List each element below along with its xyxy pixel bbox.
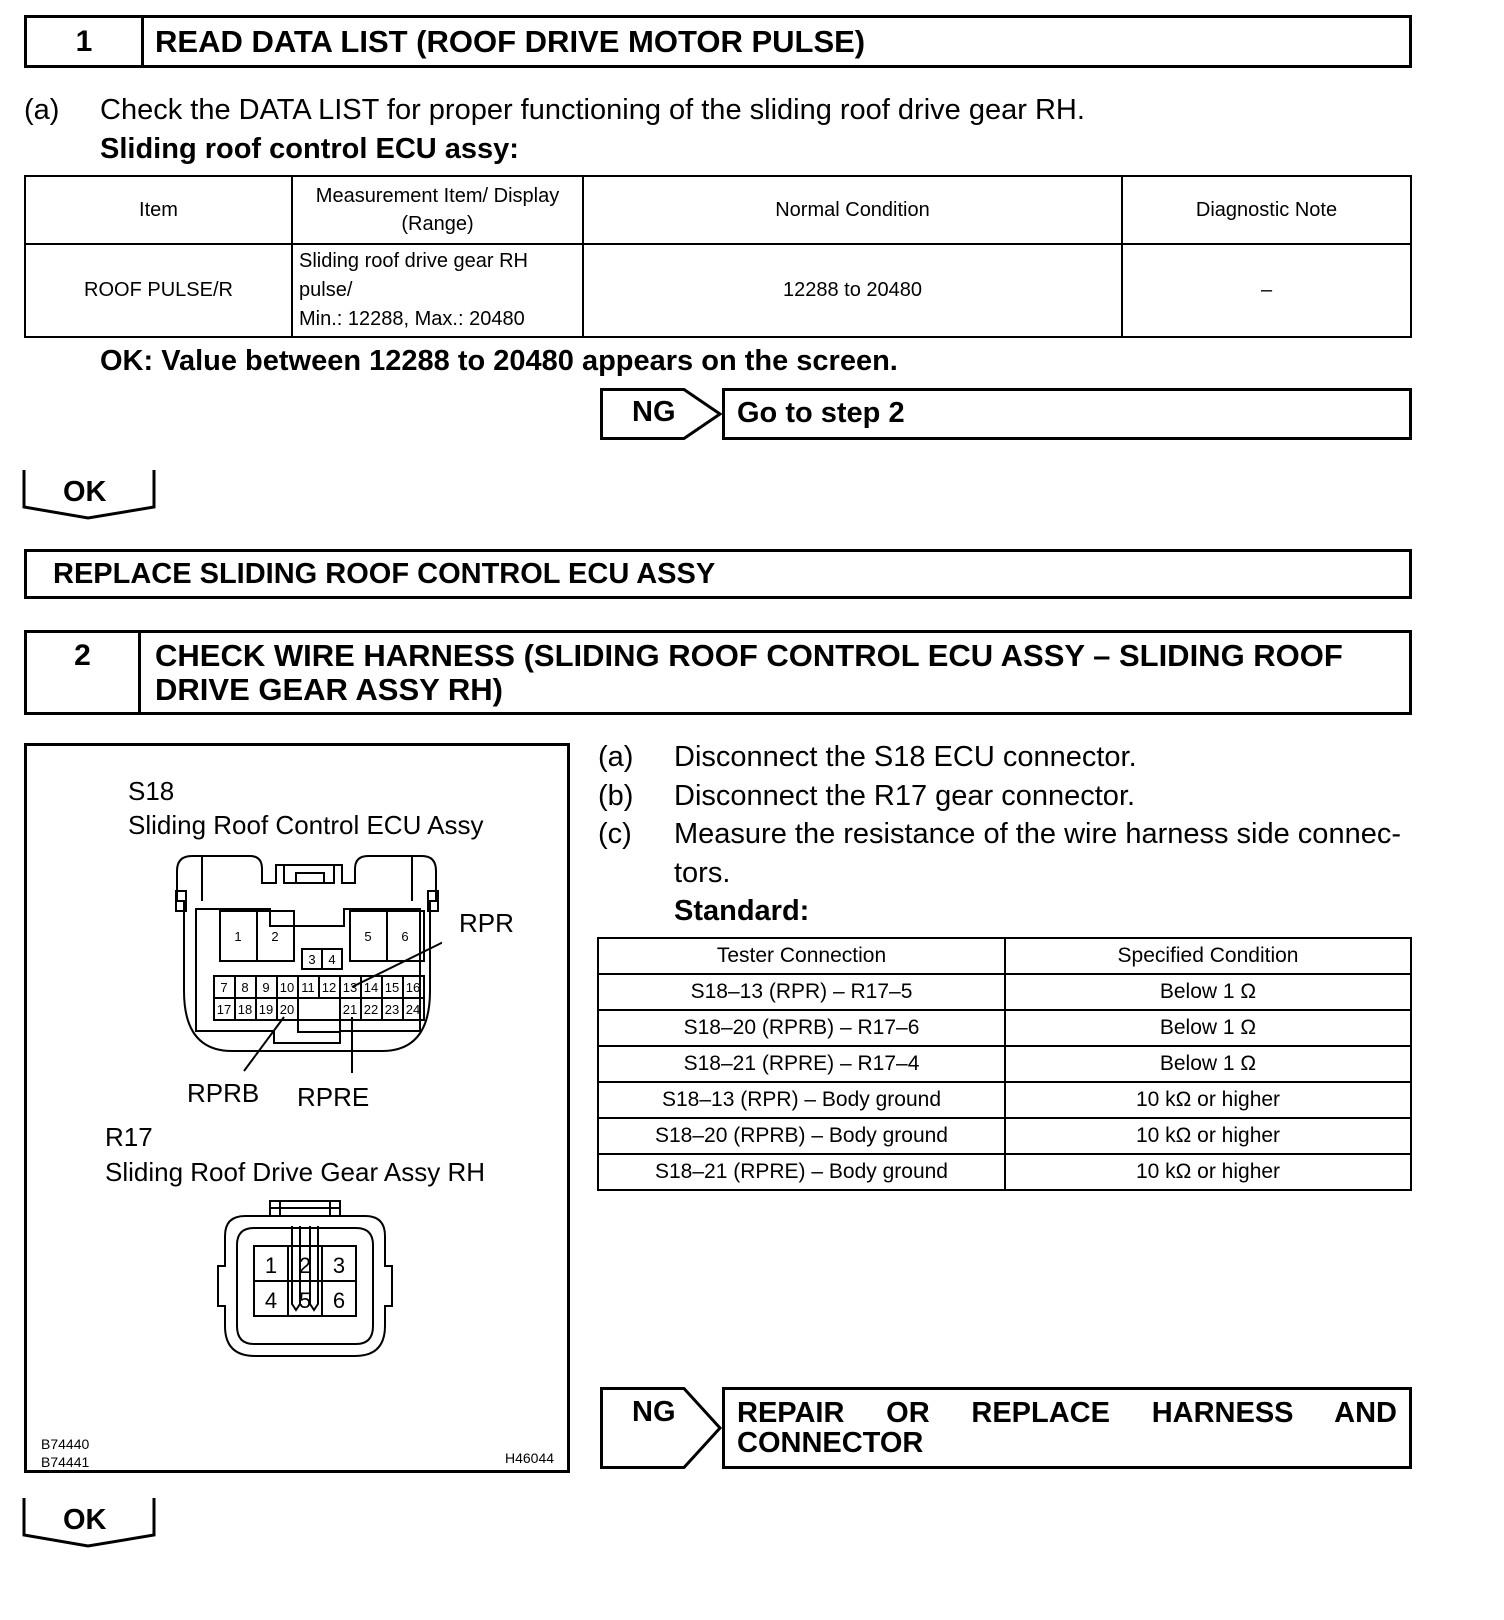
- resistance-table: [597, 937, 1412, 1191]
- s18-pin-8: 8: [241, 980, 249, 995]
- s18-pin-12: 12: [321, 980, 337, 995]
- condition-cell: Below 1 Ω: [1005, 974, 1411, 1010]
- s18-pin-4: 4: [328, 952, 336, 967]
- tester-cell: S18–13 (RPR) – Body ground: [598, 1082, 1005, 1118]
- s18-connector-icon: [172, 851, 442, 1081]
- step2-ng-target-line1: REPAIR OR REPLACE HARNESS AND: [737, 1397, 1397, 1429]
- ref-h46044: H46044: [505, 1450, 555, 1466]
- s18-pin-3: 3: [308, 952, 316, 967]
- step1-number: 1: [27, 18, 144, 65]
- step2-ng-target[interactable]: [722, 1387, 1412, 1469]
- table-row: [598, 1082, 1411, 1118]
- step1-subheading: Sliding roof control ECU assy:: [100, 133, 519, 165]
- condition-cell: Below 1 Ω: [1005, 1046, 1411, 1082]
- r17-pin-5: 5: [298, 1288, 312, 1313]
- table-row: [598, 974, 1411, 1010]
- condition-cell: 10 kΩ or higher: [1005, 1154, 1411, 1190]
- step1-ng-target-text: Go to step 2: [737, 397, 905, 429]
- step1-marker: (a): [24, 94, 60, 126]
- r17-pin-1: 1: [264, 1253, 278, 1278]
- col-header-normal: Normal Condition: [583, 176, 1122, 244]
- rpr-label: RPR: [459, 908, 514, 938]
- rprb-label: RPRB: [187, 1078, 260, 1108]
- data-list-table: [24, 175, 1412, 338]
- s18-pin-17: 17: [216, 1002, 232, 1017]
- s18-pin-14: 14: [363, 980, 379, 995]
- col-header-note: Diagnostic Note: [1122, 176, 1411, 244]
- col-header-measurement: Measurement Item/ Display (Range): [292, 176, 583, 244]
- rpre-label: RPRE: [297, 1082, 370, 1112]
- step2-marker-c: (c): [598, 818, 632, 850]
- r17-connector-icon: [210, 1196, 400, 1366]
- step2-marker-a: (a): [598, 741, 634, 773]
- condition-cell: Below 1 Ω: [1005, 1010, 1411, 1046]
- tester-cell: S18–20 (RPRB) – Body ground: [598, 1118, 1005, 1154]
- tester-cell: S18–21 (RPRE) – R17–4: [598, 1046, 1005, 1082]
- table-row: [598, 1118, 1411, 1154]
- s18-pin-2: 2: [271, 929, 279, 944]
- step2-header: [24, 630, 1412, 715]
- s18-pin-1: 1: [234, 929, 242, 944]
- step2-text-c: Measure the resistance of the wire harness side connec-: [674, 818, 1401, 850]
- tester-cell: S18–20 (RPRB) – R17–6: [598, 1010, 1005, 1046]
- measurement-line1: Sliding roof drive gear RH: [299, 250, 528, 272]
- s18-pin-6: 6: [401, 929, 409, 944]
- s18-pin-5: 5: [364, 929, 372, 944]
- s18-pin-11: 11: [301, 980, 315, 995]
- condition-cell: 10 kΩ or higher: [1005, 1118, 1411, 1154]
- r17-pin-6: 6: [332, 1288, 346, 1313]
- s18-pin-21: 21: [342, 1002, 358, 1017]
- s18-pin-10: 10: [279, 980, 295, 995]
- col-header-tester: Tester Connection: [598, 938, 1005, 974]
- standard-label: Standard:: [674, 895, 810, 927]
- r17-code: R17: [105, 1122, 153, 1152]
- condition-cell: 10 kΩ or higher: [1005, 1082, 1411, 1118]
- replace-ecu-text: REPLACE SLIDING ROOF CONTROL ECU ASSY: [53, 558, 716, 590]
- step2-title-line1: CHECK WIRE HARNESS (SLIDING ROOF CONTROL ECU ASSY – SLIDING ROOF: [155, 638, 1343, 673]
- col-header-item: Item: [25, 176, 292, 244]
- s18-pin-23: 23: [384, 1002, 400, 1017]
- step2-ng-label: NG: [632, 1396, 676, 1428]
- cell-item: ROOF PULSE/R: [25, 244, 292, 337]
- s18-pin-13: 13: [342, 980, 358, 995]
- r17-pin-4: 4: [264, 1288, 278, 1313]
- s18-pin-19: 19: [258, 1002, 274, 1017]
- s18-pin-15: 15: [384, 980, 400, 995]
- step1-title: READ DATA LIST (ROOF DRIVE MOTOR PULSE): [155, 23, 866, 59]
- step1-ng-label: NG: [632, 396, 676, 428]
- s18-pin-18: 18: [237, 1002, 253, 1017]
- table-row: [598, 1046, 1411, 1082]
- r17-name: Sliding Roof Drive Gear Assy RH: [105, 1157, 486, 1187]
- tester-cell: S18–13 (RPR) – R17–5: [598, 974, 1005, 1010]
- s18-pin-22: 22: [363, 1002, 379, 1017]
- s18-name: Sliding Roof Control ECU Assy: [128, 810, 484, 840]
- s18-pin-20: 20: [279, 1002, 295, 1017]
- step2-text-a: Disconnect the S18 ECU connector.: [674, 741, 1137, 773]
- cell-normal: 12288 to 20480: [583, 244, 1122, 337]
- table-row: [598, 1010, 1411, 1046]
- step2-title: [155, 639, 1399, 712]
- ref-b74440: B74440: [41, 1436, 90, 1452]
- cell-measurement: [292, 244, 583, 337]
- connector-diagram: [24, 743, 570, 1473]
- s18-pin-7: 7: [220, 980, 228, 995]
- measurement-line2: pulse/: [299, 279, 353, 301]
- tester-cell: S18–21 (RPRE) – Body ground: [598, 1154, 1005, 1190]
- step2-title-line2: DRIVE GEAR ASSY RH): [155, 672, 503, 707]
- step1-ng-target[interactable]: [722, 388, 1412, 440]
- s18-pin-9: 9: [262, 980, 270, 995]
- step2-text-c-cont: tors.: [674, 857, 731, 889]
- step1-instruction: Check the DATA LIST for proper functioning of the sliding roof drive gear RH.: [100, 94, 1085, 126]
- replace-ecu-box: [24, 549, 1412, 599]
- col-header-condition: Specified Condition: [1005, 938, 1411, 974]
- r17-pin-3: 3: [332, 1253, 346, 1278]
- ref-b74441: B74441: [41, 1454, 90, 1470]
- step2-number: 2: [27, 633, 141, 712]
- r17-pin-2: 2: [298, 1253, 312, 1278]
- step2-ng-target-line2: CONNECTOR: [737, 1427, 924, 1459]
- cell-note: –: [1122, 244, 1411, 337]
- step2-ok-label: OK: [63, 1504, 107, 1536]
- table-row: [598, 1154, 1411, 1190]
- s18-pin-16: 16: [405, 980, 421, 995]
- step1-ok-label: OK: [63, 476, 107, 508]
- step2-marker-b: (b): [598, 780, 634, 812]
- step2-text-b: Disconnect the R17 gear connector.: [674, 780, 1136, 812]
- step1-ok-text: OK: Value between 12288 to 20480 appears on the screen.: [100, 345, 898, 377]
- measurement-line3: Min.: 12288, Max.: 20480: [299, 308, 525, 330]
- s18-code: S18: [128, 776, 175, 806]
- s18-pin-24: 24: [405, 1002, 421, 1017]
- step1-header: [24, 15, 1412, 68]
